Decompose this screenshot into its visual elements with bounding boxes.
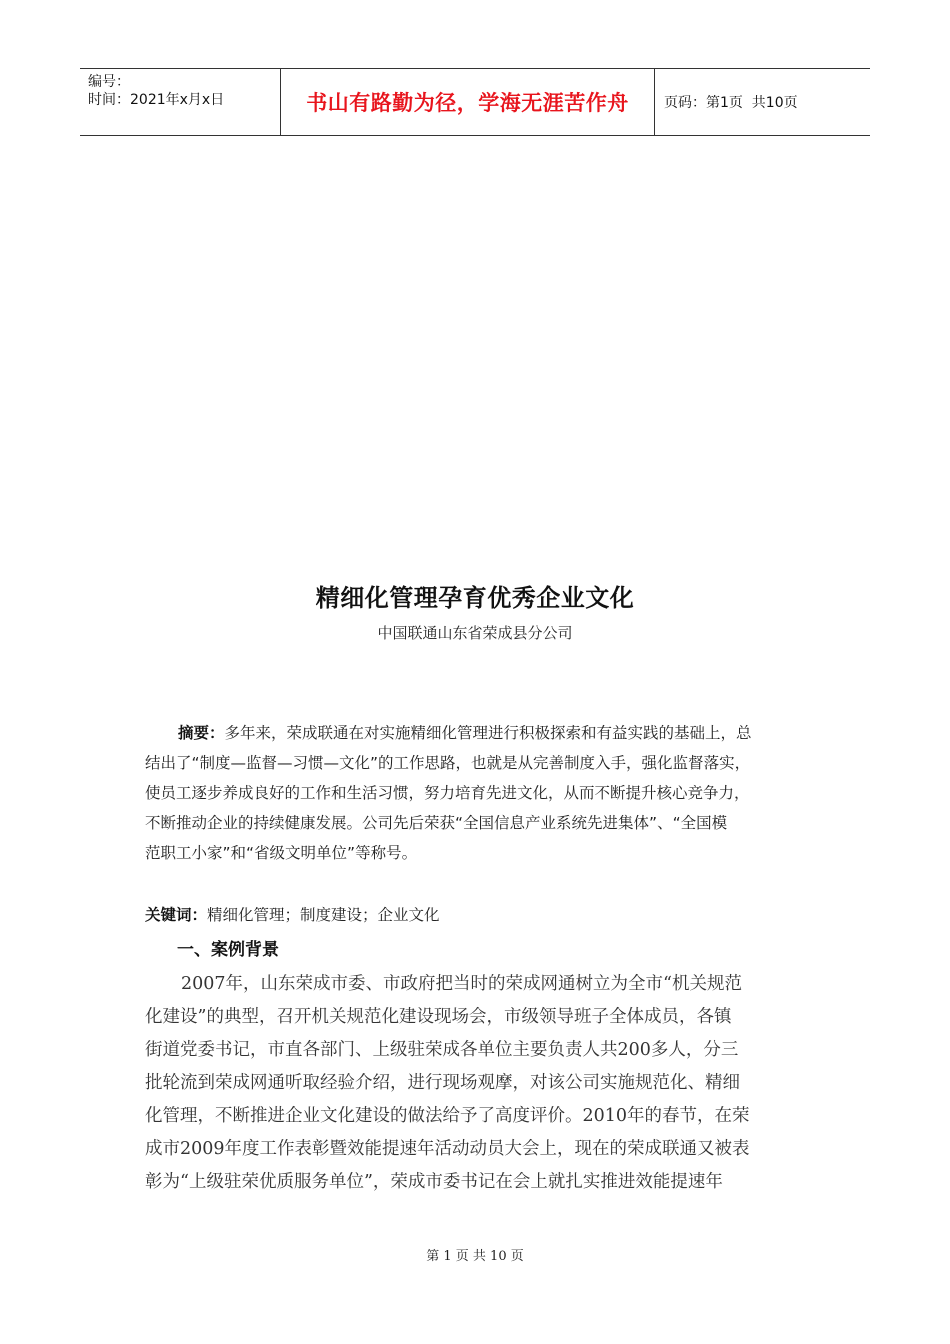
header-table xyxy=(80,68,870,136)
motto-text: 书山有路勤为径，学海无涯苦作舟 xyxy=(306,91,629,115)
body-line: 街道党委书记，市直各部门、上级驻荣成各单位主要负责人共200多人，分三 xyxy=(145,1040,739,1060)
header-meta-cell xyxy=(80,69,281,135)
body-line: 批轮流到荣成网通听取经验介绍，进行现场观摩，对该公司实施规范化、精细 xyxy=(145,1073,740,1093)
body-line: 成市2009年度工作表彰暨效能提速年活动动员大会上，现在的荣成联通又被表 xyxy=(145,1139,750,1159)
body-paragraph xyxy=(145,968,810,1199)
page-footer: 第 1 页 共 10 页 xyxy=(426,1249,524,1264)
body-line: 化建设”的典型，召开机关规范化建设现场会，市级领导班子全体成员，各镇 xyxy=(145,1007,732,1027)
page-info: 页码：第1页 共10页 xyxy=(664,95,798,111)
abstract-line-text: 多年来，荣成联通在对实施精细化管理进行积极探索和有益实践的基础上，总 xyxy=(224,724,752,742)
body-line: 2007年，山东荣成市委、市政府把当时的荣成网通树立为全市“机关规范 xyxy=(181,974,742,994)
date-label: 时间：2021年x月x日 xyxy=(88,92,225,108)
section-heading: 一、案例背景 xyxy=(177,940,279,960)
abstract-line: 使员工逐步养成良好的工作和生活习惯，努力培育先进文化，从而不断提升核心竞争力， xyxy=(145,784,750,802)
abstract-line: 不断推动企业的持续健康发展。公司先后荣获“全国信息产业系统先进集体”、“全国模 xyxy=(145,814,728,832)
header-page-cell xyxy=(655,69,870,135)
number-label: 编号： xyxy=(88,74,130,90)
keywords-line xyxy=(145,900,440,930)
abstract-line: 结出了“制度—监督—习惯—文化”的工作思路，也就是从完善制度入手，强化监督落实， xyxy=(145,754,751,772)
abstract-line: 范职工小家”和“省级文明单位”等称号。 xyxy=(145,844,418,862)
abstract-line xyxy=(145,718,810,748)
header-motto-cell xyxy=(281,69,655,135)
body-line: 化管理，不断推进企业文化建设的做法给予了高度评价。2010年的春节，在荣 xyxy=(145,1106,750,1126)
keywords-text: 精细化管理；制度建设；企业文化 xyxy=(207,906,440,924)
abstract-label: 摘要： xyxy=(178,724,225,742)
document-title: 精细化管理孕育优秀企业文化 xyxy=(315,584,635,612)
document-subtitle: 中国联通山东省荣成县分公司 xyxy=(377,624,573,642)
body-line: 彰为“上级驻荣优质服务单位”，荣成市委书记在会上就扎实推进效能提速年 xyxy=(145,1172,723,1192)
abstract-block xyxy=(145,718,810,868)
keywords-label: 关键词： xyxy=(145,906,208,924)
